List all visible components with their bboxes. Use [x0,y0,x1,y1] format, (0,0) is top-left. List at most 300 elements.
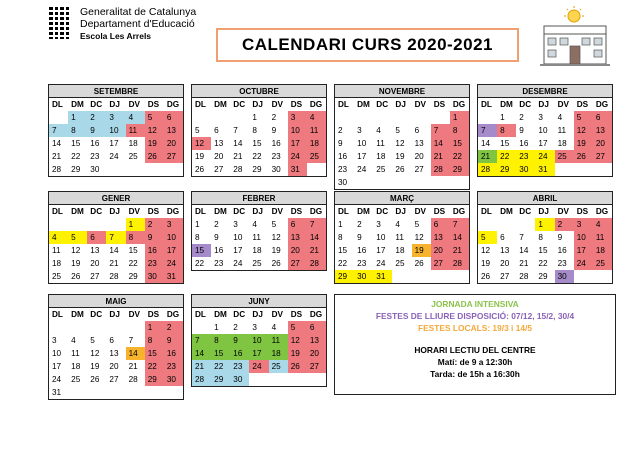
day-cell: 10 [288,124,307,137]
empty-cell [288,373,307,386]
day-cell: 23 [516,150,535,163]
day-cell: 5 [395,126,400,135]
day-cell: 8 [338,233,343,242]
day-cell: 26 [481,272,491,281]
day-cell: 24 [288,150,307,163]
day-cell: 29 [335,270,354,283]
weekday-header: DV [271,310,283,319]
month-gener [48,191,184,284]
weekday-header: DS [576,207,589,216]
day-cell: 3 [538,113,543,122]
empty-cell [106,218,125,231]
day-cell: 22 [211,360,230,373]
month-grid [49,308,183,399]
day-cell: 23 [557,259,567,268]
month-abril [477,191,613,284]
day-cell: 23 [145,257,164,270]
day-cell: 6 [414,126,420,135]
empty-cell [87,218,106,231]
empty-cell [192,321,211,334]
day-cell: 29 [538,272,548,281]
day-cell: 15 [252,139,262,148]
day-cell: 5 [414,220,420,229]
weekday-header: DV [128,310,140,319]
day-cell: 9 [214,233,219,242]
empty-cell [335,111,354,124]
empty-cell [164,163,183,176]
day-cell: 1 [338,220,343,229]
empty-cell [145,163,164,176]
day-cell: 18 [395,246,405,255]
day-cell: 2 [233,323,238,332]
day-cell: 15 [128,246,138,255]
day-cell: 25 [555,150,574,163]
month-grid [49,98,183,176]
day-cell: 1 [145,321,164,334]
day-cell: 27 [593,150,612,163]
day-cell: 31 [288,163,307,176]
empty-cell [450,176,469,189]
school-name: Escola Les Arrels [80,31,152,41]
weekday-header: DC [376,100,389,109]
day-cell: 27 [214,165,224,174]
empty-cell [478,111,497,124]
day-cell: 22 [71,152,81,161]
day-cell: 12 [395,139,405,148]
empty-cell [106,163,125,176]
day-cell: 21 [450,244,469,257]
weekday-header: DJ [252,207,263,216]
day-cell: 15 [192,244,211,257]
weekday-header: DJ [109,100,120,109]
day-cell: 14 [431,137,450,150]
day-cell: 2 [164,321,183,334]
day-cell: 20 [288,244,307,257]
empty-cell [354,111,373,124]
day-cell: 28 [52,165,62,174]
empty-cell [412,176,431,189]
day-cell: 19 [271,246,281,255]
day-cell: 13 [593,124,612,137]
empty-cell [431,176,450,189]
day-cell: 4 [395,220,400,229]
day-cell: 10 [164,231,183,244]
weekday-header: DJ [538,207,549,216]
weekday-header: DL [481,207,492,216]
day-cell: 26 [395,165,405,174]
day-cell: 13 [214,139,224,148]
day-cell: 14 [126,347,145,360]
weekday-header: DJ [109,207,120,216]
day-cell: 12 [481,246,491,255]
day-cell: 6 [593,111,612,124]
empty-cell [211,111,230,124]
empty-cell [373,176,392,189]
weekday-header: DV [128,207,140,216]
month-name: DESEMBRE [478,85,612,98]
day-cell: 6 [164,111,183,124]
day-cell: 9 [338,139,343,148]
empty-cell [412,111,431,124]
day-cell: 17 [249,347,268,360]
day-cell: 31 [535,163,554,176]
day-cell: 26 [271,259,281,268]
empty-cell [87,386,106,399]
weekday-header: DG [309,207,323,216]
empty-cell [49,218,68,231]
day-cell: 14 [519,246,529,255]
day-cell: 7 [49,124,68,137]
empty-cell [392,270,411,283]
day-cell: 9 [230,334,249,347]
weekday-header: DJ [395,100,406,109]
day-cell: 4 [49,231,68,244]
day-cell: 7 [478,124,497,137]
day-cell: 27 [500,272,510,281]
month-name: JUNY [192,295,326,308]
weekday-header: DS [576,100,589,109]
schedule-title: HORARI LECTIU DEL CENTRE [414,345,536,355]
month-name: GENER [49,192,183,205]
weekday-header: DL [195,310,206,319]
weekday-header: DJ [252,310,263,319]
weekday-header: DJ [395,207,406,216]
empty-cell [68,218,87,231]
day-cell: 23 [271,152,281,161]
day-cell: 17 [574,244,593,257]
day-cell: 10 [574,231,593,244]
day-cell: 24 [376,259,386,268]
empty-cell [106,321,125,334]
day-cell: 12 [271,233,281,242]
day-cell: 20 [307,347,326,360]
empty-cell [431,270,450,283]
weekday-header: DV [557,100,569,109]
day-cell: 25 [128,152,138,161]
day-cell: 10 [538,126,548,135]
day-cell: 18 [557,139,567,148]
day-cell: 1 [252,113,257,122]
weekday-header: DM [214,207,227,216]
weekday-header: DG [595,100,609,109]
day-cell: 19 [481,259,491,268]
day-cell: 11 [395,233,404,242]
day-cell: 10 [52,349,62,358]
empty-cell [574,270,593,283]
day-cell: 3 [357,126,362,135]
day-cell: 24 [233,259,243,268]
day-cell: 26 [574,150,593,163]
day-cell: 17 [376,246,386,255]
day-cell: 15 [211,347,230,360]
month-name: SETEMBRE [49,85,183,98]
empty-cell [192,111,211,124]
day-cell: 3 [106,111,125,124]
day-cell: 31 [373,270,392,283]
day-cell: 1 [214,323,219,332]
day-cell: 13 [414,139,424,148]
weekday-header: DL [338,100,349,109]
day-cell: 29 [450,163,469,176]
empty-cell [354,176,373,189]
day-cell: 12 [145,124,164,137]
month-grid [192,308,326,386]
weekday-header: DV [414,100,426,109]
day-cell: 14 [233,139,243,148]
month-name: ABRIL [478,192,612,205]
day-cell: 31 [164,270,183,283]
day-cell: 27 [164,150,183,163]
day-cell: 24 [52,375,62,384]
day-cell: 4 [71,336,76,345]
day-cell: 3 [574,218,593,231]
day-cell: 11 [557,126,567,135]
weekday-header: DL [52,310,63,319]
day-cell: 16 [519,139,529,148]
generalitat-logo [48,7,70,39]
day-cell: 10 [376,233,386,242]
day-cell: 6 [87,231,106,244]
weekday-header: DL [195,207,206,216]
day-cell: 29 [128,272,138,281]
day-cell: 4 [271,323,277,332]
day-cell: 16 [338,152,348,161]
day-cell: 13 [109,349,119,358]
day-cell: 26 [71,272,81,281]
weekday-header: DC [233,310,246,319]
day-cell: 6 [500,233,505,242]
day-cell: 17 [288,137,307,150]
weekday-header: DJ [109,310,120,319]
day-cell: 8 [211,334,230,347]
weekday-header: DG [309,310,323,319]
day-cell: 24 [574,257,593,270]
day-cell: 17 [109,139,119,148]
weekday-header: DS [290,100,303,109]
month-juny [191,294,327,387]
day-cell: 4 [557,113,563,122]
month-grid [478,98,612,176]
weekday-header: DC [376,207,389,216]
day-cell: 8 [195,233,200,242]
day-cell: 14 [192,347,211,360]
schedule-morning: Matí: de 9 a 12:30h [437,357,513,367]
month-name: MAIG [49,295,183,308]
day-cell: 5 [271,220,277,229]
day-cell: 21 [52,152,62,161]
day-cell: 28 [431,163,450,176]
day-cell: 2 [145,218,164,231]
weekday-header: DM [71,100,84,109]
day-cell: 30 [338,178,348,187]
day-cell: 9 [145,231,164,244]
day-cell: 29 [145,373,164,386]
day-cell: 22 [128,259,138,268]
day-cell: 27 [431,257,450,270]
day-cell: 4 [126,111,145,124]
day-cell: 12 [288,334,307,347]
day-cell: 8 [126,231,145,244]
day-cell: 19 [412,244,431,257]
day-cell: 19 [288,347,307,360]
weekday-header: DV [271,100,283,109]
empty-cell [269,373,288,386]
day-cell: 15 [500,139,510,148]
day-cell: 13 [90,246,100,255]
weekday-header: DM [357,207,370,216]
day-cell: 7 [192,334,211,347]
day-cell: 7 [519,233,524,242]
empty-cell [249,373,268,386]
day-cell: 8 [252,126,257,135]
empty-cell [412,270,431,283]
day-cell: 17 [538,139,548,148]
empty-cell [593,270,612,283]
day-cell: 29 [497,163,516,176]
weekday-header: DG [452,207,466,216]
empty-cell [392,111,411,124]
day-cell: 1 [68,111,87,124]
day-cell: 29 [211,373,230,386]
empty-cell [593,163,612,176]
day-cell: 14 [481,139,491,148]
day-cell: 12 [192,137,211,150]
day-cell: 28 [109,272,119,281]
day-cell: 2 [271,113,277,122]
day-cell: 6 [214,126,219,135]
day-cell: 27 [414,165,424,174]
day-cell: 2 [519,113,524,122]
day-cell: 5 [574,111,593,124]
gov-line2: Departament d'Educació [80,18,195,30]
empty-cell [68,386,87,399]
day-cell: 21 [109,259,119,268]
day-cell: 11 [71,349,80,358]
day-cell: 4 [376,126,381,135]
empty-cell [516,218,535,231]
weekday-header: DM [71,207,84,216]
day-cell: 21 [233,152,243,161]
day-cell: 19 [395,152,405,161]
day-cell: 18 [376,152,386,161]
empty-cell [478,218,497,231]
weekday-header: DL [338,207,349,216]
day-cell: 4 [252,220,257,229]
day-cell: 5 [90,336,95,345]
day-cell: 27 [307,360,326,373]
day-cell: 4 [593,218,612,231]
month-març [334,191,470,284]
day-cell: 17 [164,244,183,257]
weekday-header: DG [452,100,466,109]
day-cell: 1 [535,218,554,231]
weekday-header: DV [128,100,140,109]
day-cell: 12 [71,246,81,255]
day-cell: 4 [307,111,326,124]
day-cell: 22 [338,259,348,268]
day-cell: 7 [307,218,326,231]
day-cell: 28 [192,373,211,386]
day-cell: 11 [52,246,61,255]
day-cell: 8 [68,124,87,137]
empty-cell [126,386,145,399]
day-cell: 8 [497,124,516,137]
weekday-header: DV [557,207,569,216]
day-cell: 28 [450,257,469,270]
day-cell: 19 [145,137,164,150]
weekday-header: DV [414,207,426,216]
day-cell: 7 [450,218,469,231]
day-cell: 10 [357,139,367,148]
day-cell: 23 [90,152,100,161]
day-cell: 11 [269,334,288,347]
weekday-header: DG [166,207,180,216]
day-cell: 30 [271,165,281,174]
day-cell: 5 [288,321,307,334]
day-cell: 11 [593,231,612,244]
weekday-header: DC [519,100,532,109]
day-cell: 11 [126,124,145,137]
day-cell: 26 [145,150,164,163]
day-cell: 18 [252,246,262,255]
day-cell: 22 [252,152,262,161]
month-name: FEBRER [192,192,326,205]
day-cell: 14 [52,139,62,148]
day-cell: 29 [252,165,262,174]
day-cell: 2 [338,126,343,135]
day-cell: 15 [145,347,164,360]
day-cell: 18 [593,244,612,257]
day-cell: 2 [357,220,362,229]
month-octubre [191,84,327,177]
day-cell: 5 [145,111,164,124]
day-cell: 17 [357,152,367,161]
day-cell: 12 [90,349,100,358]
empty-cell [574,163,593,176]
day-cell: 17 [52,362,62,371]
gov-line1: Generalitat de Catalunya [80,6,197,18]
empty-cell [126,163,145,176]
empty-cell [87,321,106,334]
empty-cell [373,111,392,124]
day-cell: 15 [71,139,81,148]
month-desembre [477,84,613,177]
day-cell: 20 [593,137,612,150]
day-cell: 30 [516,163,535,176]
day-cell: 16 [230,347,249,360]
weekday-header: DC [233,100,246,109]
empty-cell [497,218,516,231]
day-cell: 23 [214,259,224,268]
month-grid [478,205,612,283]
weekday-header: DC [233,207,246,216]
day-cell: 20 [500,259,510,268]
day-cell: 26 [195,165,205,174]
day-cell: 31 [52,388,62,397]
day-cell: 9 [87,124,106,137]
day-cell: 22 [538,259,548,268]
day-cell: 6 [109,336,114,345]
month-grid [192,98,326,176]
legend-jornada-intensiva: JORNADA INTENSIVA [431,299,519,309]
day-cell: 18 [52,259,62,268]
day-cell: 30 [90,165,100,174]
day-cell: 11 [376,139,385,148]
day-cell: 30 [354,270,373,283]
day-cell: 25 [395,259,405,268]
day-cell: 20 [164,137,183,150]
day-cell: 8 [538,233,543,242]
